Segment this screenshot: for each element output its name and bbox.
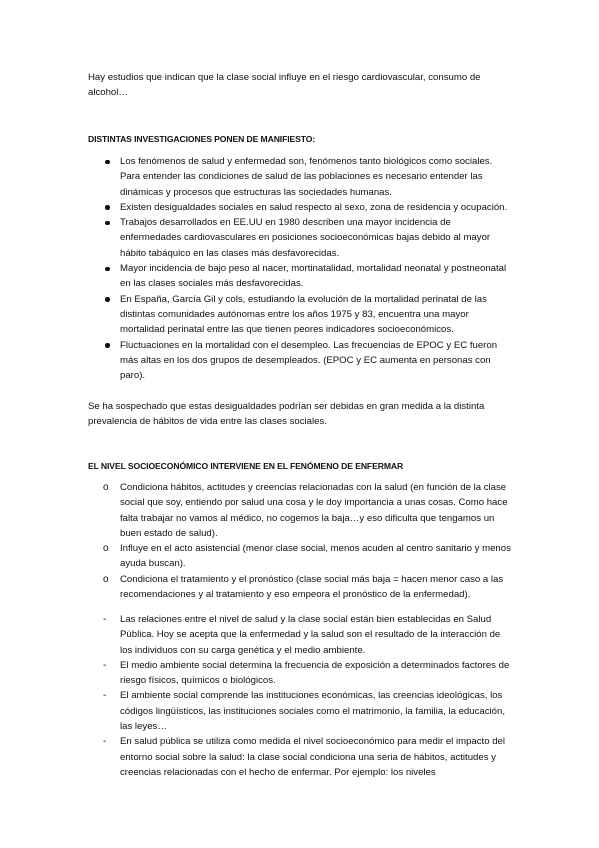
- closing-paragraph: Se ha sospechado que estas desigualdades podrían ser debidas en gran medida a la distinta prevalencia de hábitos de vida entre las clases sociales.: [88, 401, 485, 428]
- section-heading-nivel-socioeconomico: EL NIVEL SOCIOECONÓMICO INTERVIENE EN EL FENÓMENO DE ENFERMAR: [88, 461, 404, 471]
- bullet-icon: [105, 221, 110, 226]
- bullet-icon: [105, 297, 110, 302]
- list-item: Existen desigualdades sociales en salud respecto al sexo, zona de residencia y ocupación.: [0, 200, 514, 215]
- list-item: - El ambiente social comprende las instituciones económicas, las creencias ideológicas, los códigos lingüísticos, las instituciones sociales como el matrimonio, la familia, la educación, las leyes…: [103, 690, 505, 733]
- list-item: - En salud pública se utiliza como medida el nivel socioeconómico para medir el impacto del entorno social sobre la salud: la clase social condiciona una seria de hábitos, actitudes y creencias relacionadas con el hecho de enfermar. Por ejemplo: los niveles: [103, 736, 506, 778]
- circle-bullet-icon: o: [103, 482, 109, 493]
- intro-paragraph: Hay estudios que indican que la clase social influye en el riesgo cardiovascular, consumo de alcohol…: [88, 72, 481, 99]
- bullet-icon: [105, 160, 110, 165]
- list-item: o Condiciona el tratamiento y el pronóstico (clase social más baja = hacen menor caso a las recomendaciones y al tratamiento y eso empeora el pronóstico de la enfermedad).: [103, 573, 504, 601]
- dash-bullet-icon: -: [103, 614, 107, 625]
- list-item: Trabajos desarrollados en EE.UU en 1980 describen una mayor incidencia de enfermedades cardiovasculares en posiciones socioeconómicas bajas debido al mayor hábito tabáquico en las clases más desfavorecidas.: [0, 215, 514, 261]
- dash-list-salud-publica: [0, 612, 514, 780]
- dash-bullet-icon: -: [103, 690, 107, 702]
- list-item: Fluctuaciones en la mortalidad con el desempleo. Las frecuencias de EPOC y EC fueron más altas en los dos grupos de desempleados. (EPOC y EC aumenta en personas con paro).: [0, 338, 514, 384]
- bullet-icon: [105, 205, 110, 210]
- list-item: o Condiciona hábitos, actitudes y creencias relacionadas con la salud (en función de la clase social que soy, entiendo por salud una cosa y le doy importancia a unas cosas. Como hace falta trabajar no vamos al médico, no cogemos la baja…y eso dificulta que tengamos un buen estado de salud).: [103, 482, 508, 539]
- circle-list-nivel-socioeconomico: [0, 480, 514, 602]
- circle-bullet-icon: o: [103, 573, 109, 585]
- list-item: Los fenómenos de salud y enfermedad son, fenómenos tanto biológicos como sociales. Para entender las condiciones de salud de las poblaciones es necesario entender las dinámicas y procesos que estructuras las sociedades humanas.: [0, 154, 514, 200]
- circle-bullet-icon: o: [103, 543, 109, 555]
- list-item: - El medio ambiente social determina la frecuencia de exposición a determinados factores de riesgo físicos, químicos o biológicos.: [103, 659, 510, 687]
- bullet-icon: [105, 343, 110, 348]
- list-item: Mayor incidencia de bajo peso al nacer, mortinatalidad, mortalidad neonatal y postneonatal en las clases sociales más desfavorecidas.: [0, 261, 514, 292]
- list-item: o Influye en el acto asistencial (menor clase social, menos acuden al centro sanitario y menos ayuda buscan).: [103, 543, 511, 570]
- bullet-list-investigaciones: [0, 154, 514, 383]
- list-item: En España, García Gil y cols, estudiando la evolución de la mortalidad perinatal de las distintas comunidades autónomas entre los años 1975 y 83, encuentra una mayor mortalidad perinatal entre las que tienen peores indicadores socioeconómicos.: [0, 292, 514, 338]
- bullet-icon: [105, 267, 110, 272]
- dash-bullet-icon: -: [103, 659, 107, 671]
- dash-bullet-icon: -: [103, 736, 107, 748]
- list-item: - Las relaciones entre el nivel de salud y la clase social están bien establecidas en Salud Pública. Hoy se acepta que la enfermedad y la salud son el resultado de la interacción de los individuos con su carga genética y el medio ambiente.: [103, 614, 501, 656]
- section-heading-investigaciones: DISTINTAS INVESTIGACIONES PONEN DE MANIFIESTO:: [88, 134, 316, 144]
